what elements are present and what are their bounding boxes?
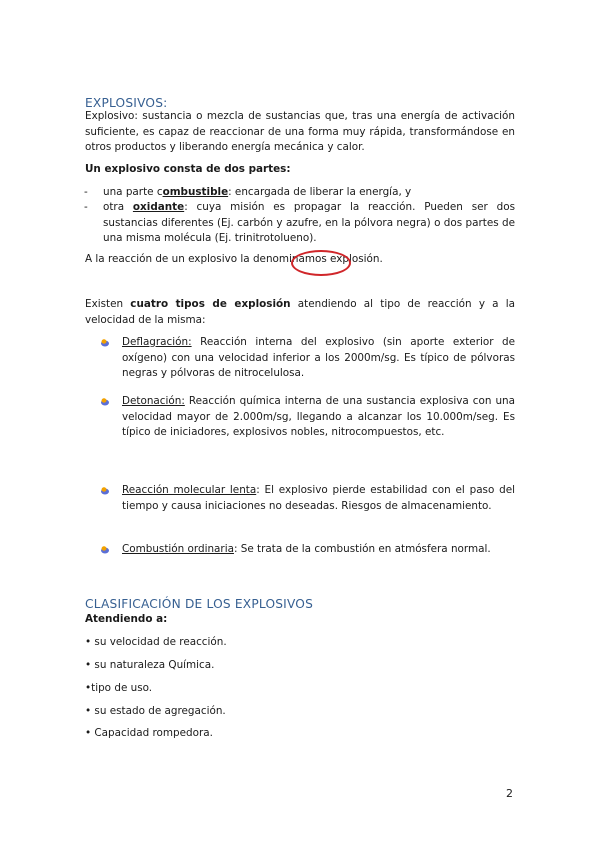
type-term: Detonación:	[122, 395, 185, 407]
type-item-combustion	[122, 542, 515, 558]
parts-heading: Un explosivo consta de dos partes:	[85, 163, 291, 175]
types-intro	[85, 297, 515, 328]
definition-paragraph: Explosivo: sustancia o mezcla de sustancias que, tras una energía de activación suficiente, es capaz de reaccionar de una forma muy rápida, transformándose en otros productos y liberando energía mecánica y calor.	[85, 110, 515, 153]
part-term: ombustible	[162, 186, 229, 198]
section-title-clasificacion: CLASIFICACIÓN DE LOS EXPLOSIVOS	[85, 597, 314, 611]
criteria-item: • Capacidad rompedora.	[85, 727, 213, 739]
annotation-circle	[291, 250, 351, 276]
flame-bullet-icon	[100, 486, 111, 495]
types-intro-prefix: Existen	[85, 298, 131, 310]
flame-bullet-icon	[100, 545, 111, 554]
dash-marker: -	[84, 201, 88, 213]
type-description: Reacción química interna de una sustancia explosiva con una velocidad mayor de 2.000m/sg, llegando a alcanzar los 10.000m/seg. Es típico de iniciadores, explosivos nobles, nitrocompuestos, etc.	[122, 395, 515, 438]
part-prefix: otra	[103, 201, 133, 213]
criteria-item: • su naturaleza Química.	[85, 659, 215, 671]
type-term: Combustión ordinaria	[122, 543, 234, 555]
dash-marker: -	[84, 186, 88, 198]
type-term: Reacción molecular lenta	[122, 484, 257, 496]
flame-bullet-icon	[100, 338, 111, 347]
type-item-reaccion-lenta	[122, 483, 515, 514]
part-item-oxidante	[84, 200, 515, 247]
type-description: Reacción interna del explosivo (sin aporte exterior de oxígeno) con una velocidad inferior a los 2000m/sg. Es típico de pólvoras negras y pólvoras de nitrocelulosa.	[122, 336, 515, 379]
section-title-explosivos: EXPLOSIVOS:	[85, 96, 168, 110]
type-term: Deflagración:	[122, 336, 192, 348]
type-description: : Se trata de la combustión en atmósfera normal.	[233, 543, 491, 555]
criteria-subheading: Atendiendo a:	[85, 613, 168, 625]
part-description: : encargada de liberar la energía, y	[228, 186, 412, 198]
page-number: 2	[506, 787, 513, 800]
flame-bullet-icon	[100, 397, 111, 406]
part-description: : cuya misión es propagar la reacción. Pueden ser dos sustancias diferentes (Ej. carbón y azufre, en la pólvora negra) o dos partes de una misma molécula (Ej. trinitrotolueno).	[103, 201, 515, 244]
type-item-deflagracion	[122, 335, 515, 382]
types-intro-suffix: atendiendo al tipo de reacción y a la velocidad de la misma:	[85, 298, 515, 326]
part-term: oxidante	[132, 201, 185, 213]
type-description: : El explosivo pierde estabilidad con el paso del tiempo y causa iniciaciones no deseadas. Riesgos de almacenamiento.	[122, 484, 515, 512]
part-item-combustible	[84, 185, 515, 201]
type-item-detonacion	[122, 394, 515, 441]
criteria-item: • su estado de agregación.	[85, 705, 226, 717]
part-prefix: una parte c	[103, 186, 163, 198]
criteria-item: • su velocidad de reacción.	[85, 636, 227, 648]
types-intro-bold: cuatro tipos de explosión	[130, 298, 291, 310]
reaction-sentence: A la reacción de un explosivo la denominamos explosión.	[85, 253, 383, 265]
criteria-item: •tipo de uso.	[85, 682, 153, 694]
